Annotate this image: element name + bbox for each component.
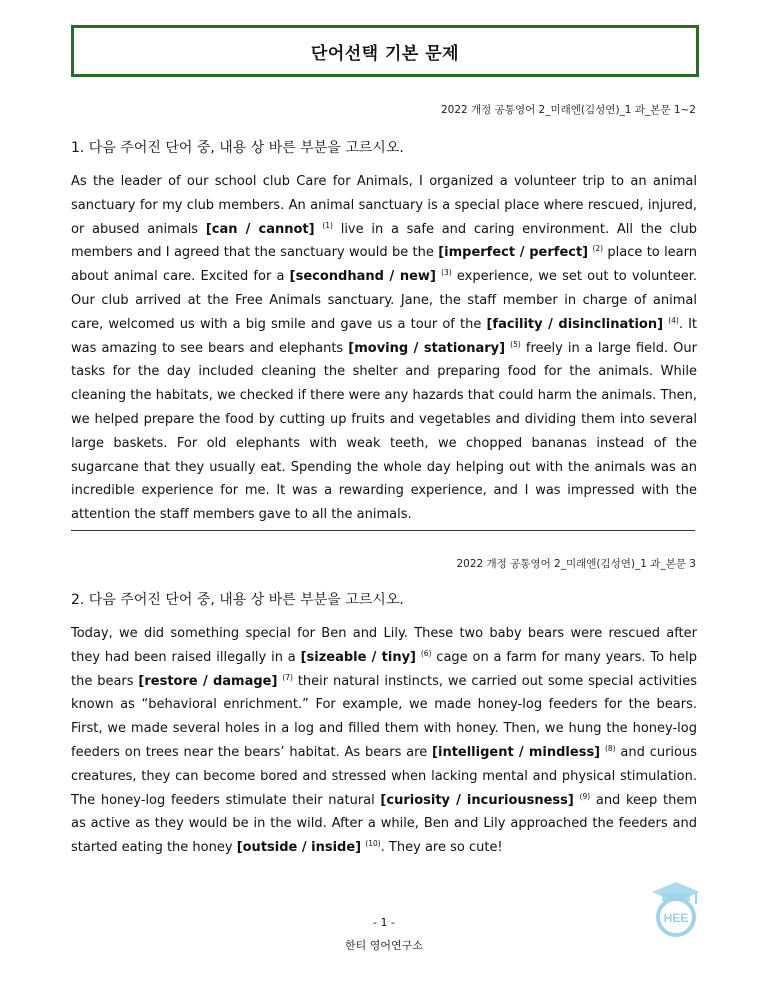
blank-number-5: (5) (510, 339, 521, 349)
blank-number-4: (4) (668, 315, 679, 325)
blank-number-2: (2) (592, 244, 604, 254)
logo-text: HEE (663, 911, 689, 925)
word-choice-3: [secondhand / new] (289, 269, 436, 285)
word-choice-5: [moving / stationary] (348, 340, 506, 356)
word-choice-10: [outside / inside] (236, 840, 362, 856)
source-reference-1: 2022 개정 공통영어 2_미래엔(김성연)_1 과_본문 1~2 (440, 104, 696, 116)
blank-number-8: (8) (604, 743, 616, 753)
passage-1 (71, 170, 697, 527)
blank-number-6: (6) (420, 648, 432, 658)
institute-logo-icon (650, 880, 702, 938)
word-choice-8: [intelligent / mindless] (432, 744, 601, 760)
passage-2 (71, 622, 697, 860)
blank-number-9: (9) (579, 791, 591, 801)
word-choice-9: [curiosity / incuriousness] (380, 792, 574, 808)
page-title: 단어선택 기본 문제 (310, 43, 460, 64)
title-box (71, 25, 699, 77)
passage-text: cage on a farm for many years. To help the bears (71, 649, 697, 689)
passage-text: . It was amazing to see bears and elephants (71, 316, 697, 356)
passage-text: Today, we did something special for Ben and Lily. These two baby bears were rescued after they had been raised illegally in a (71, 626, 697, 665)
question-1: 1. 다음 주어진 단어 중, 내용 상 바른 부분을 고르시오. (71, 140, 404, 156)
word-choice-4: [facility / disinclination] (486, 316, 664, 332)
blank-number-3: (3) (441, 268, 452, 278)
blank-number-7: (7) (282, 672, 293, 682)
word-choice-7: [restore / damage] (138, 673, 278, 689)
passage-text: their natural instincts, we carried out some special activities known as “behavioral enrichment.” For example, we made honey-log feeders for the bears. First, we made several holes in a log and filled them with honey. Then, we hung the honey-log feeders on trees near the bears’ habitat. As bears are (71, 673, 697, 760)
page-number: - 1 - (373, 916, 395, 929)
passage-text: place to learn about animal care. Excited for a (71, 245, 697, 285)
passage-text: and curious creatures, they can become bored and stressed when lacking mental and physical stimulation. The honey-log feeders stimulate their natural (71, 744, 698, 808)
passage-text: live in a safe and caring environment. All the club members and I agreed that the sanctuary would be the (71, 221, 698, 261)
passage-text: freely in a large field. Our tasks for the day included cleaning the shelter and preparing food for the animals. While cleaning the habitats, we checked if there were any hazards that could harm the animals. Then, we helped prepare the food by cutting up fruits and vegetables and dividing them into several large baskets. For old elephants with weak teeth, we chopped bananas instead of the sugarcane that they usually eat. Spending the whole day helping out with the animals was an incredible experience for me. It was a rewarding experience, and I was impressed with the attention the staff members gave to all the animals. (71, 340, 698, 523)
passage-text: As the leader of our school club Care for Animals, I organized a volunteer trip to an animal sanctuary for my club members. An animal sanctuary is a special place where rescued, injured, or abused animals (71, 174, 697, 237)
word-choice-2: [imperfect / perfect] (438, 245, 589, 261)
source-reference-2: 2022 개정 공통영어 2_미래엔(김성연)_1 과_본문 3 (456, 558, 696, 570)
word-choice-6: [sizeable / tiny] (300, 649, 416, 665)
word-choice-1: [can / cannot] (205, 221, 315, 237)
passage-text: experience, we set out to volunteer. Our club arrived at the Free Animals sanctuary. Jane, the staff member in charge of animal care, welcomed us with a big smile and gave us a tour of the (71, 269, 698, 332)
blank-number-10: (10) (365, 839, 381, 849)
section-divider (71, 530, 695, 531)
passage-text: . They are so cute! (380, 840, 503, 856)
blank-number-1: (1) (322, 220, 333, 230)
footer-institute: 한티 영어연구소 (345, 939, 423, 952)
question-2: 2. 다음 주어진 단어 중, 내용 상 바른 부분을 고르시오. (71, 592, 404, 608)
passage-text: and keep them as active as they would be in the wild. After a while, Ben and Lily approached the feeders and started eating the honey (71, 792, 697, 856)
